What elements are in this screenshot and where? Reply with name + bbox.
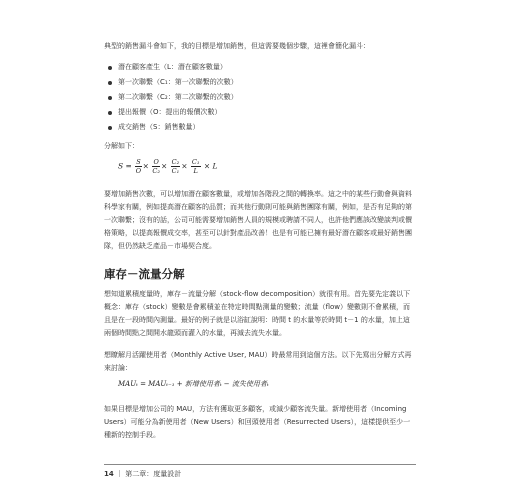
formula-lhs: S = [118, 161, 132, 171]
chapter-title: 第二章：度量設計 [125, 470, 182, 478]
bullet-icon [108, 66, 112, 70]
list-item [104, 61, 416, 76]
paragraph-conversion: 要增加銷售次數，可以增加潛在顧客數量，或增加各階段之間的轉換率。這之中的某些行動會與資料科學家有關，例如提高潛在顧客的品質；而其他行動則可能與銷售團隊有關，例如，是否有足夠的第一次聯繫；沒有的話，公司可能需要增加銷售人員的規模或聘請不同人，也許他們應該改變談判或價格策略，以提高報價成交率，甚至可以針對產品改善！也是有可能已擁有最好潛在顧客或最好銷售團隊，但仍然缺乏產品－市場契合度。 [104, 190, 412, 250]
page-number: 14 [104, 470, 114, 478]
paragraph-incoming-users: 如果目標是增加公司的 MAU，方法有獲取更多顧客，或減少顧客流失量。新增使用者（Incoming Users）可能分為新使用者（New Users）和回頭使用者（Resurrected Users），這樣提供至少一種新的控制手段。 [104, 405, 411, 439]
footer-divider [104, 464, 416, 465]
funnel-formula: S = $\frac{S}{O}$ × $\frac{O}{\text{C₂}}$ × $\frac{\text{C₂}}{\text{C₁}}$ × $\frac{\text{C₁}}{L}$ × L [118, 158, 218, 175]
intro-paragraph: 典型的銷售漏斗會如下，我的目標是增加銷售，但這需要幾個步驟，這裡會簡化漏斗： [104, 42, 370, 50]
list-item [104, 121, 416, 136]
page-footer [104, 469, 181, 479]
decomposition-intro: 分解如下： [104, 142, 139, 150]
funnel-steps-list [104, 61, 416, 136]
section-heading: 庫存－流量分解 [104, 267, 185, 281]
mau-equation: MAUₜ = MAUₜ₋₁ + 新增使用者ₜ − 流失使用者ₜ [118, 380, 269, 388]
list-item-text: 第二次聯繫（C₂：第二次聯繫的次數） [118, 93, 238, 101]
fraction-c2-over-c1: $\frac{\text{C₂}}{\text{C₁}}$ [171, 158, 180, 175]
bullet-icon [108, 81, 112, 85]
fraction-o-over-c2: $\frac{O}{\text{C₂}}$ [152, 158, 160, 175]
list-item [104, 106, 416, 121]
list-item-text: 提出報價（O：提出的報價次數） [118, 108, 222, 116]
bullet-icon [108, 96, 112, 100]
list-item-text: 成交銷售（S：銷售數量） [118, 123, 200, 131]
list-item [104, 76, 416, 91]
list-item-text: 潛在顧客產生（L：潛在顧客數量） [118, 63, 227, 71]
paragraph-stock-flow: 想知道累積度量時，庫存－流量分解（stock-flow decomposition）就很有用。首先要先定義以下概念：庫存（stock）變數是會累積並在特定時間點測量的變數；流量（flow）變數則不會累積，而且是在一段時間內測量。最好的例子就是以浴缸說明：時間 t 的水量等於時間 t－1 的水量，加上這兩個時間點之間開水龍頭而灌入的水量，再減去流失水量。 [104, 290, 411, 337]
list-item-text: 第一次聯繫（C₁：第一次聯繫的次數） [118, 78, 238, 86]
bullet-icon [108, 111, 112, 115]
fraction-c1-over-l: $\frac{\text{C₁}}{L}$ [191, 158, 200, 175]
bullet-icon [108, 126, 112, 130]
paragraph-mau: 想瞭解月活躍使用者（Monthly Active User, MAU）時最常用到這個方法。以下先寫出分解方式再來討論： [104, 351, 412, 372]
formula-tail: × L [203, 161, 218, 171]
list-item [104, 91, 416, 106]
footer-separator: ｜ [115, 470, 123, 478]
fraction-s-over-o: $\frac{S}{O}$ [135, 158, 142, 175]
